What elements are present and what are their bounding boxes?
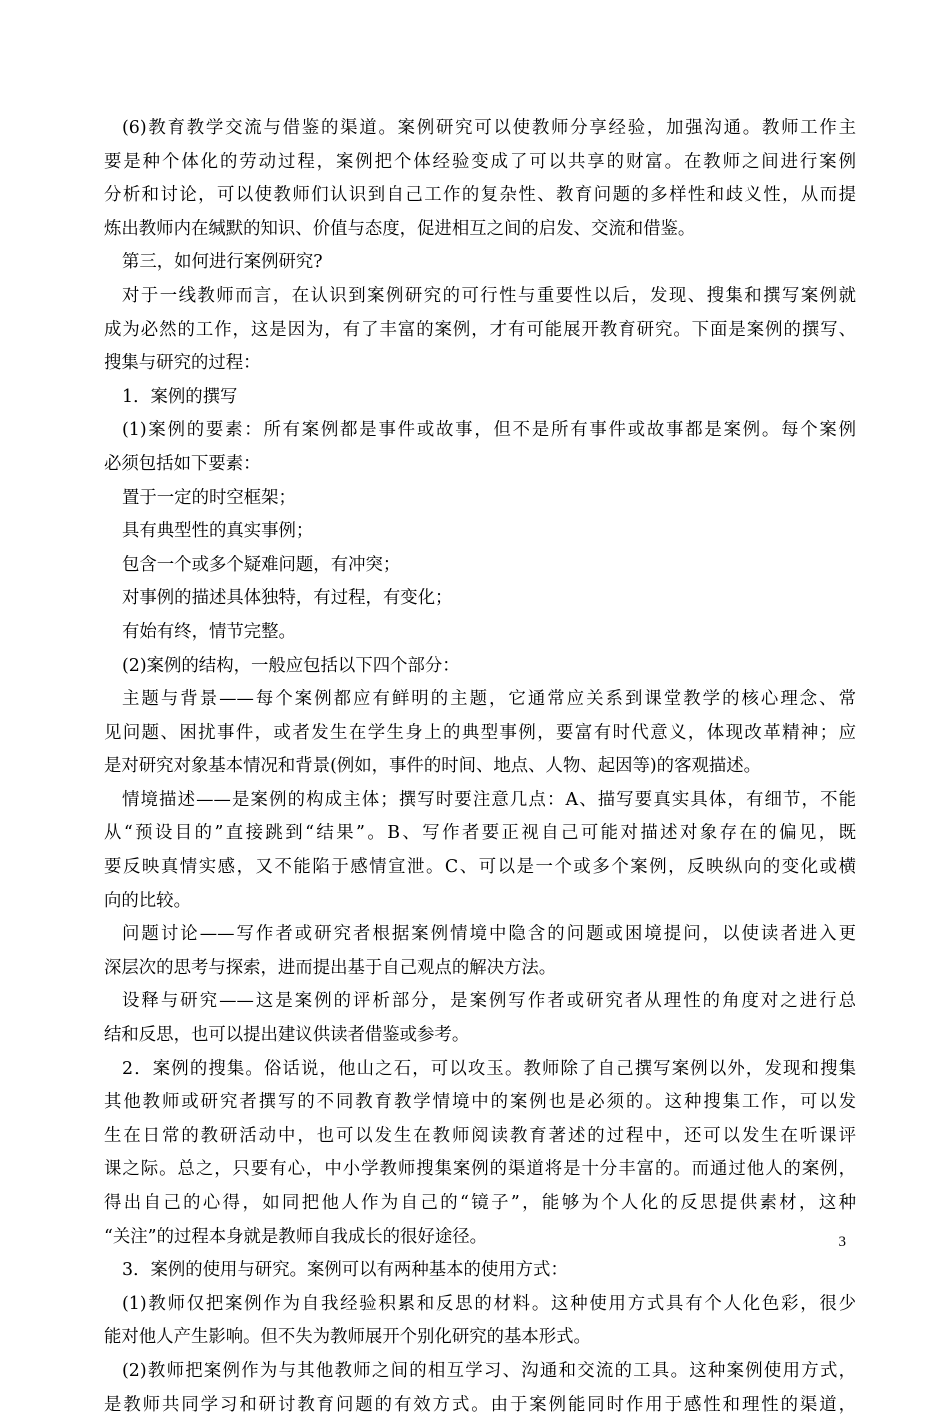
text-line: 第三，如何进行案例研究? <box>122 252 323 273</box>
text-line: 生在日常的教研活动中，也可以发生在教师阅读教育著述的过程中，还可以发生在听课评 <box>104 1125 856 1146</box>
page-number: 3 <box>838 1234 846 1250</box>
text-line: (1)案例的要素：所有案例都是事件或故事，但不是所有事件或故事都是案例。每个案例 <box>122 420 856 441</box>
text-line: (2)案例的结构，一般应包括以下四个部分： <box>122 655 460 676</box>
text-line: 是对研究对象基本情况和背景(例如，事件的时间、地点、人物、起因等)的客观描述。 <box>104 756 762 777</box>
text-line: 深层次的思考与探索，进而提出基于自己观点的解决方法。 <box>104 957 557 978</box>
text-line: 课之际。总之，只要有心，中小学教师搜集案例的渠道将是十分丰富的。而通过他人的案例， <box>104 1159 856 1180</box>
text-line: (2)教师把案例作为与其他教师之间的相互学习、沟通和交流的工具。这种案例使用方式， <box>122 1360 856 1381</box>
text-line: 对事例的描述具体独特，有过程，有变化； <box>122 588 453 609</box>
text-line: 要是种个体化的劳动过程，案例把个体经验变成了可以共享的财富。在教师之间进行案例 <box>104 151 856 172</box>
text-line: 情境描述——是案例的构成主体；撰写时要注意几点：A、描写要真实具体，有细节，不能 <box>122 789 856 810</box>
text-line: 3．案例的使用与研究。案例可以有两种基本的使用方式： <box>122 1260 568 1281</box>
text-line: (1)教师仅把案例作为自我经验积累和反思的材料。这种使用方式具有个人化色彩，很少 <box>122 1293 856 1314</box>
text-line: 必须包括如下要素： <box>104 453 261 474</box>
text-line: 成为必然的工作，这是因为，有了丰富的案例，才有可能展开教育研究。下面是案例的撰写、 <box>104 319 856 340</box>
text-line: 具有典型性的真实事例； <box>122 521 314 542</box>
text-line: 从“预设目的”直接跳到“结果”。B、写作者要正视自己可能对描述对象存在的偏见，既 <box>104 823 856 844</box>
text-line: 置于一定的时空框架； <box>122 487 296 508</box>
text-line: 主题与背景——每个案例都应有鲜明的主题，它通常应关系到课堂教学的核心理念、常 <box>122 689 856 710</box>
text-line: 见问题、困扰事件，或者发生在学生身上的典型事例，要富有时代意义，体现改革精神；应 <box>104 722 856 743</box>
text-line: 分析和讨论，可以使教师们认识到自己工作的复杂性、教育问题的多样性和歧义性，从而提 <box>104 185 856 206</box>
text-line: “关注”的过程本身就是教师自我成长的很好途径。 <box>104 1226 487 1247</box>
text-line: 得出自己的心得，如同把他人作为自己的“镜子”，能够为个人化的反思提供素材，这种 <box>104 1193 856 1213</box>
text-line: 能对他人产生影响。但不失为教师展开个别化研究的基本形式。 <box>104 1327 591 1348</box>
document-body <box>104 112 856 1422</box>
text-line: 其他教师或研究者撰写的不同教育教学情境中的案例也是必须的。这种搜集工作，可以发 <box>104 1092 856 1113</box>
text-line: 搜集与研究的过程： <box>104 353 261 374</box>
text-line: 对于一线教师而言，在认识到案例研究的可行性与重要性以后，发现、搜集和撰写案例就 <box>122 285 856 306</box>
text-line: 炼出教师内在缄默的知识、价值与态度，促进相互之间的启发、交流和借鉴。 <box>104 218 696 239</box>
text-line: 问题讨论——写作者或研究者根据案例情境中隐含的问题或困境提问，以使读者进入更 <box>122 924 856 945</box>
text-line: 有始有终，情节完整。 <box>122 621 296 642</box>
text-line: 包含一个或多个疑难问题，有冲突； <box>122 554 401 575</box>
text-line: 要反映真情实感，又不能陷于感情宣泄。C、可以是一个或多个案例，反映纵向的变化或横 <box>104 857 856 878</box>
text-line: 向的比较。 <box>104 890 191 911</box>
text-line: 是教师共同学习和研讨教育问题的有效方式。由于案例能同时作用于感性和理性的渠道， <box>104 1394 856 1415</box>
text-line: (6)教育教学交流与借鉴的渠道。案例研究可以使教师分享经验，加强沟通。教师工作主 <box>122 118 856 138</box>
text-line: 2．案例的搜集。俗话说，他山之石，可以攻玉。教师除了自己撰写案例以外，发现和搜集 <box>122 1058 856 1079</box>
text-line: 设释与研究——这是案例的评析部分，是案例写作者或研究者从理性的角度对之进行总 <box>122 991 856 1012</box>
text-line: 结和反思，也可以提出建议供读者借鉴或参考。 <box>104 1025 470 1046</box>
text-line: 1．案例的撰写 <box>122 386 238 407</box>
